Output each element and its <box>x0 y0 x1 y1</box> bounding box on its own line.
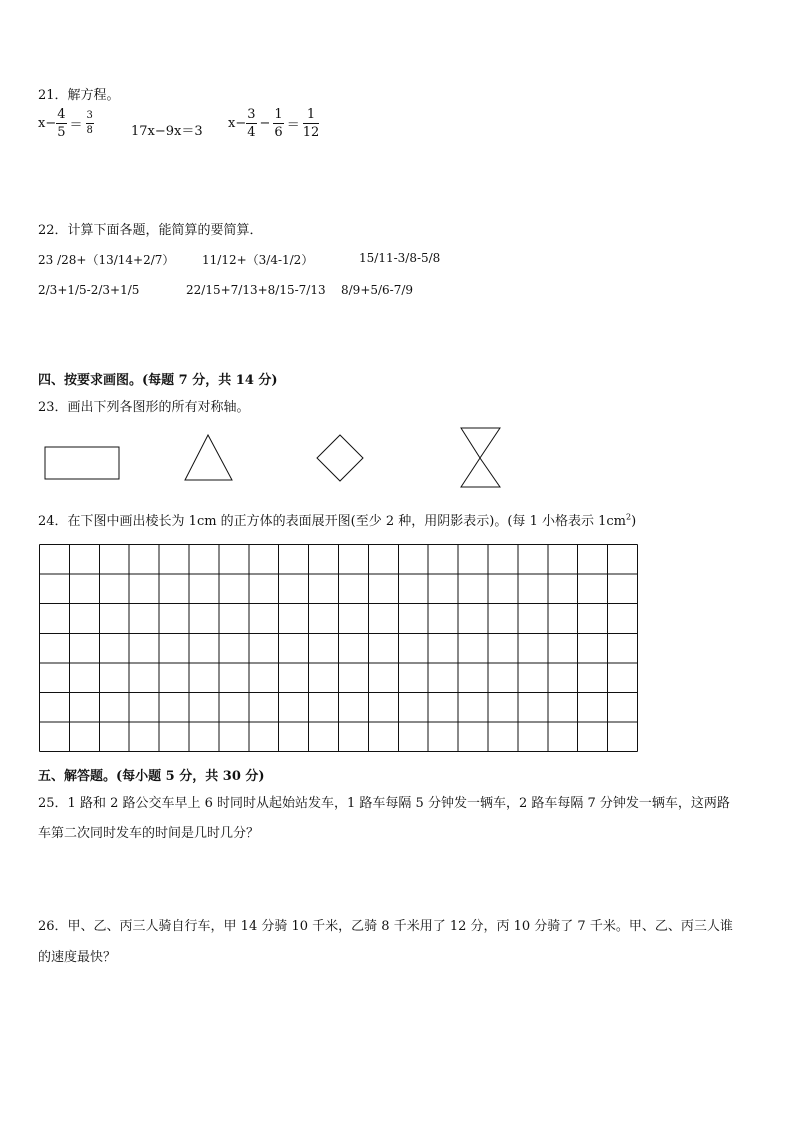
eq3-fraction-a: $\frac{3}{4}$ <box>247 107 256 140</box>
q22-item-2: 11/12+（3/4-1/2） <box>202 253 314 267</box>
eq3-equals: ＝ <box>286 118 300 133</box>
q22-item-3: 15/11-3/8-5/8 <box>359 251 441 265</box>
hourglass-shape <box>461 428 500 487</box>
eq1-equals: ＝ <box>69 118 83 133</box>
q21-equation-2: 17x−9x＝3 <box>131 124 203 139</box>
q21-equation-1 <box>38 108 94 139</box>
q25-line-1: 25．1 路和 2 路公交车早上 6 时同时从起始站发车，1 路车每隔 5 分钟发一辆车，2 路车每隔 7 分钟发一辆车，这两路 <box>38 796 730 811</box>
q23-title: 23．画出下列各图形的所有对称轴。 <box>38 400 250 415</box>
rectangle-shape <box>45 447 119 479</box>
eq3-fraction-c: $\frac{1}{12}$ <box>302 107 320 140</box>
q21-equation-3 <box>228 108 319 139</box>
q26-line-2: 的速度最快？ <box>38 950 117 965</box>
diamond-shape <box>317 435 363 481</box>
eq1-fraction-a: $\frac{4}{5}$ <box>57 107 66 140</box>
q22-item-4: 2/3+1/5-2/3+1/5 <box>38 283 140 297</box>
q22-item-6: 8/9+5/6-7/9 <box>341 283 414 297</box>
q26-line-1: 26．甲、乙、丙三人骑自行车，甲 14 分骑 10 千米，乙骑 8 千米用了 12 分，丙 10 分骑了 7 千米。甲、乙、丙三人谁 <box>38 919 733 934</box>
q24-title: 24．在下图中画出棱长为 1cm 的正方体的表面展开图(至少 2 种，用阴影表示)。(每 1 小格表示 $1cm^2$) <box>38 512 637 529</box>
q22-title: 22．计算下面各题，能简算的要简算． <box>38 223 263 238</box>
q22-item-1: 23 /28+（13/14+2/7） <box>38 253 175 267</box>
q22-item-5: 22/15+7/13+8/15-7/13 <box>186 283 326 297</box>
q21-title: 21．解方程。 <box>38 88 120 103</box>
eq3-var: x− <box>228 116 247 131</box>
q24-grid <box>39 544 639 752</box>
section-4-heading: 四、按要求画图。(每题 7 分，共 14 分) <box>38 373 278 388</box>
eq3-minus: − <box>259 116 271 131</box>
eq1-var: x− <box>38 116 57 131</box>
q25-line-2: 车第二次同时发车的时间是几时几分？ <box>38 826 260 841</box>
q23-shapes <box>0 420 794 495</box>
eq1-fraction-b: $\frac{3}{8}$ <box>86 110 93 136</box>
eq3-fraction-b: $\frac{1}{6}$ <box>274 107 283 140</box>
triangle-shape <box>185 435 232 480</box>
section-5-heading: 五、解答题。(每小题 5 分，共 30 分) <box>38 769 265 784</box>
